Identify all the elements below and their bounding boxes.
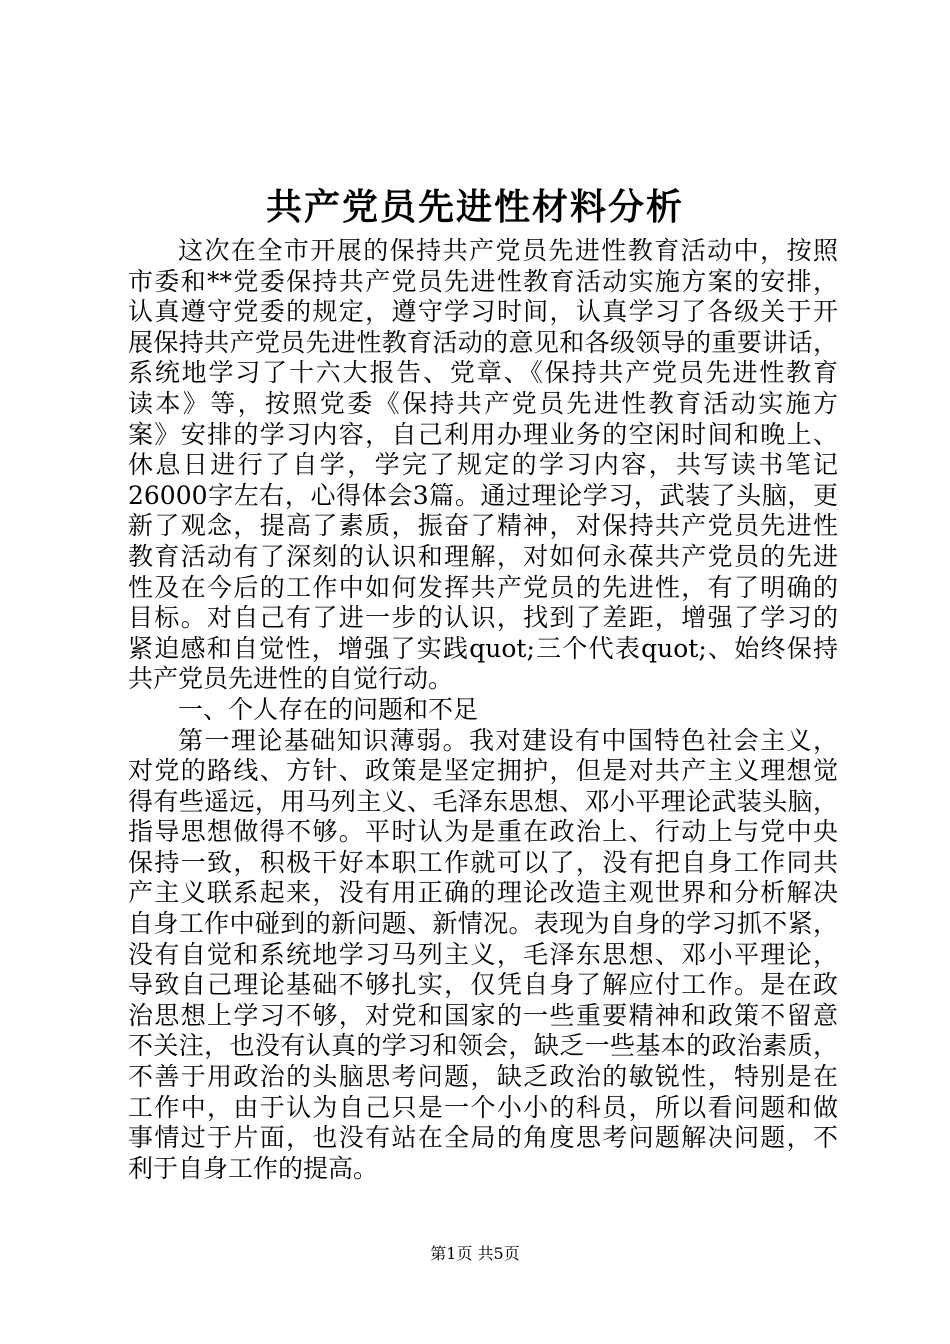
text-line: 工作中，由于认为自己只是一个小小的科员，所以看问题和做 — [128, 1092, 838, 1122]
text-line: 不善于用政治的头脑思考问题，缺乏政治的敏锐性，特别是在 — [128, 1062, 838, 1092]
text-line: 共产党员先进性的自觉行动。 — [128, 664, 454, 694]
text-line: 事情过于片面，也没有站在全局的角度思考问题解决问题，不 — [128, 1123, 838, 1153]
text-line: 产主义联系起来，没有用正确的理论改造主观世界和分析解决 — [128, 878, 838, 908]
text-line: 市委和**党委保持共产党员先进性教育活动实施方案的安排， — [128, 266, 838, 296]
text-line: 治思想上学习不够，对党和国家的一些重要精神和政策不留意 — [128, 1000, 838, 1030]
text-line: 利于自身工作的提高。 — [128, 1153, 379, 1183]
text-line: 紧迫感和自觉性，增强了实践quot;三个代表quot;、始终保持 — [128, 633, 838, 663]
text-line: 休息日进行了自学，学完了规定的学习内容，共写读书笔记 — [128, 450, 838, 480]
text-line: 展保持共产党员先进性教育活动的意见和各级领导的重要讲话， — [128, 327, 838, 357]
section-heading: 一、个人存在的问题和不足 — [178, 694, 479, 724]
text-line: 自身工作中碰到的新问题、新情况。表现为自身的学习抓不紧， — [128, 909, 838, 939]
document-title: 共产党员先进性材料分析 — [265, 187, 684, 228]
page-number-footer: 第1页 共5页 — [430, 1244, 520, 1263]
text-line: 不关注，也没有认真的学习和领会，缺乏一些基本的政治素质， — [128, 1031, 838, 1061]
text-line: 认真遵守党委的规定，遵守学习时间，认真学习了各级关于开 — [128, 297, 838, 327]
text-line: 得有些遥远，用马列主义、毛泽东思想、邓小平理论武装头脑， — [128, 786, 838, 816]
text-line: 第一理论基础知识薄弱。我对建设有中国特色社会主义， — [178, 725, 838, 755]
text-line: 系统地学习了十六大报告、党章、《保持共产党员先进性教育 — [128, 358, 838, 388]
text-line: 对党的路线、方针、政策是坚定拥护，但是对共产主义理想觉 — [128, 756, 838, 786]
text-line: 26000字左右，心得体会3篇。通过理论学习，武装了头脑，更 — [128, 480, 838, 510]
text-line: 新了观念，提高了素质，振奋了精神，对保持共产党员先进性 — [128, 511, 838, 541]
text-line: 保持一致，积极干好本职工作就可以了，没有把自身工作同共 — [128, 847, 838, 877]
text-line: 没有自觉和系统地学习马列主义，毛泽东思想、邓小平理论， — [128, 939, 838, 969]
text-line: 这次在全市开展的保持共产党员先进性教育活动中，按照 — [178, 236, 838, 265]
text-line: 读本》等，按照党委《保持共产党员先进性教育活动实施方 — [128, 388, 838, 418]
text-line: 性及在今后的工作中如何发挥共产党员的先进性，有了明确的 — [128, 572, 838, 602]
text-line: 目标。对自己有了进一步的认识，找到了差距，增强了学习的 — [128, 603, 838, 633]
text-line: 案》安排的学习内容，自己利用办理业务的空闲时间和晚上、 — [128, 419, 838, 449]
text-line: 教育活动有了深刻的认识和理解，对如何永葆共产党员的先进 — [128, 541, 838, 571]
text-line: 导致自己理论基础不够扎实，仅凭自身了解应付工作。是在政 — [128, 970, 838, 1000]
document-body — [128, 236, 838, 1184]
text-line: 指导思想做得不够。平时认为是重在政治上、行动上与党中央 — [128, 817, 838, 847]
